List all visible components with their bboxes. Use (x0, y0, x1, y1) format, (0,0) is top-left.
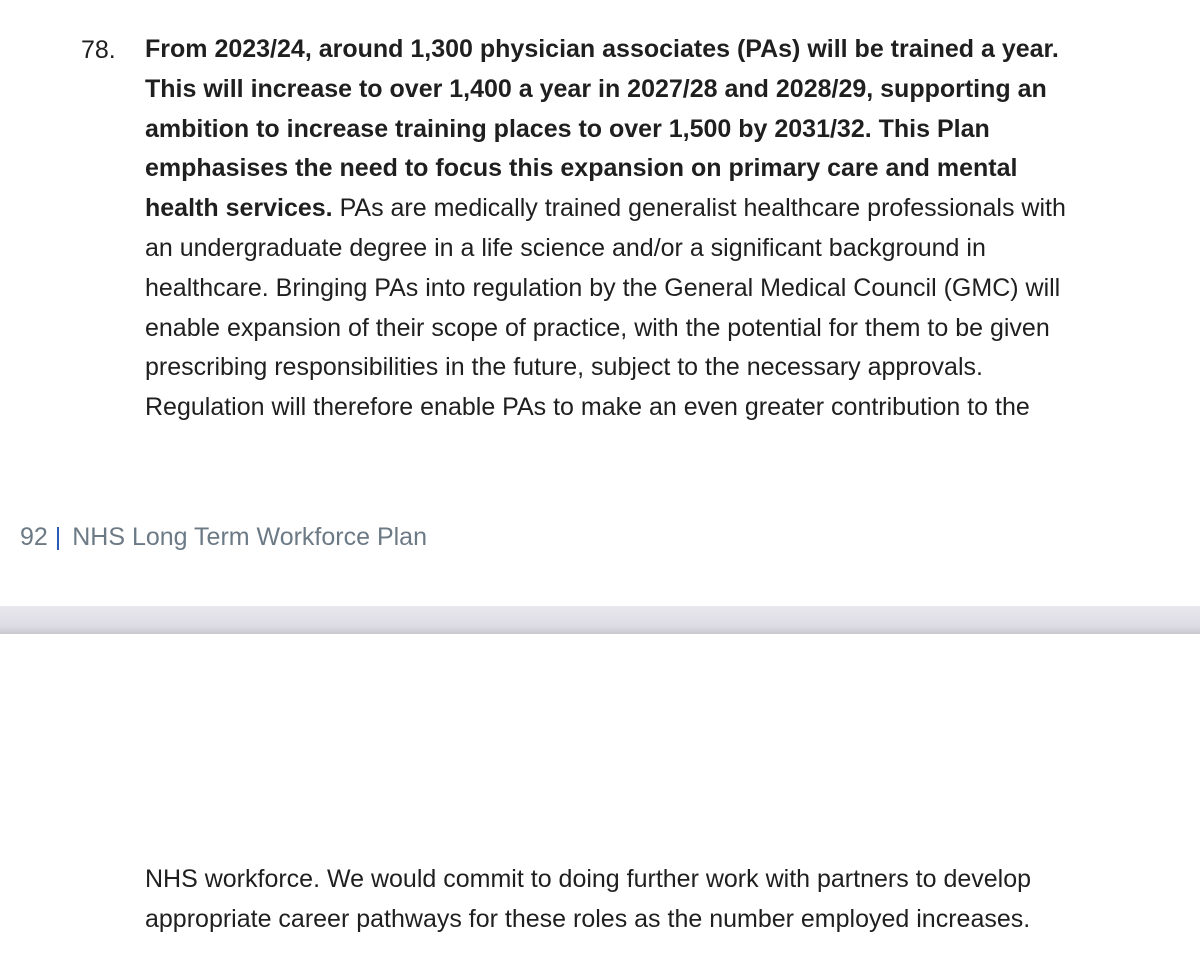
paragraph-line: appropriate career pathways for these roles as the number employed increases. (145, 904, 1031, 933)
paragraph-line: ambition to increase training places to over 1,500 by 2031/32. This Plan (145, 114, 990, 143)
paragraph-line: prescribing responsibilities in the future, subject to the necessary approvals. (145, 353, 983, 382)
page-93 (0, 634, 1200, 956)
paragraph-line: From 2023/24, around 1,300 physician associates (PAs) will be trained a year. (145, 35, 1059, 63)
footer-separator: | (54, 523, 62, 551)
paragraph-line: NHS workforce. We would commit to doing further work with partners to develop (145, 865, 1032, 893)
page-footer (20, 517, 427, 557)
paragraph-line: an undergraduate degree in a life science and/or a significant background in (145, 233, 986, 262)
paragraph-line: emphasises the need to focus this expansion on primary care and mental (145, 154, 1018, 183)
page-break (0, 606, 1200, 634)
page-number: 92 (20, 523, 48, 551)
paragraph-line: Regulation will therefore enable PAs to make an even greater contribution to the (145, 393, 1030, 422)
paragraph-78-body (145, 30, 1185, 428)
paragraph-line: healthcare. Bringing PAs into regulation by the General Medical Council (GMC) will (145, 273, 1061, 302)
document-title: NHS Long Term Workforce Plan (72, 523, 427, 551)
paragraph-line: This will increase to over 1,400 a year in 2027/28 and 2028/29, supporting an (145, 74, 1047, 103)
paragraph-line: health services. PAs are medically trained generalist healthcare professionals with (145, 194, 1066, 223)
paragraph-number: 78. (81, 36, 116, 64)
paragraph-78-continuation (145, 860, 1185, 940)
paragraph-line: enable expansion of their scope of practice, with the potential for them to be given (145, 313, 1050, 342)
